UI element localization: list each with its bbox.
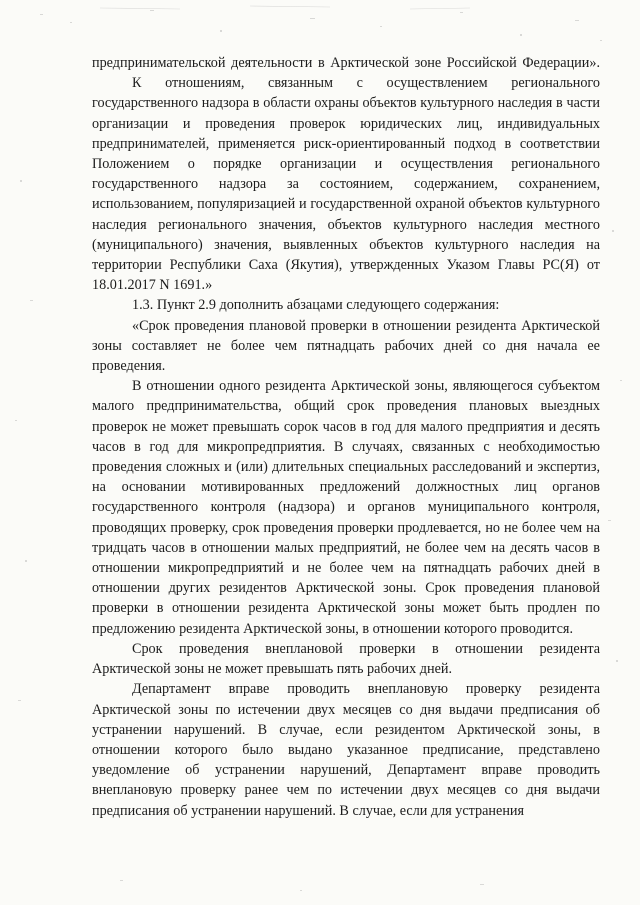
paragraph-5: В отношении одного резидента Арктической зоны, являющегося субъектом малого предпринимательства, общий срок проведения плановых выездных проверок не может превышать сорок часов в год для малого предприятия и десять часов в год для микропредприятия. В случаях, связанных с необходимостью проведения сложных и (или) длительных специальных расследований и экспертиз, на основании мотивированных предложений должностных лиц органов государственного контроля (надзора) и органов муниципального контроля, проводящих проверку, срок проведения проверки продлевается, но не более чем на тридцать часов в отношении малых предприятий, не более чем на десять часов в отношении микропредприятий и не более чем на пятнадцать рабочих дней в отношении других резидентов Арктической зоны. Срок проведения плановой проверки в отношении резидента Арктической зоны может быть продлен по предложению резидента Арктической зоны, в отношении которого проводится.	[92, 378, 600, 637]
paragraph-3: 1.3. Пункт 2.9 дополнить абзацами следующего содержания:	[132, 297, 500, 314]
paragraph-7: Департамент вправе проводить внеплановую проверку резидента Арктической зоны по истечении двух месяцев со дня выдачи предписания об устранении нарушений. В случае, если резидентом Арктической зоны, в отношении которого было выдано указанное предписание, представлено уведомление об устранении нарушений, Департамент вправе проводить внеплановую проверку ранее чем по истечении двух месяцев со дня выдачи предписания об устранении нарушений. В случае, если для устранения	[92, 681, 600, 819]
paragraph-6: Срок проведения внеплановой проверки в отношении резидента Арктической зоны не может превышать пять рабочих дней.	[92, 640, 600, 678]
paragraph-1: предпринимательской деятельности в Арктической зоне Российской Федерации».	[92, 55, 600, 71]
document-body	[92, 53, 600, 821]
paragraph-2: К отношениям, связанным с осуществлением регионального государственного надзора в области охраны объектов культурного наследия в части организации и проведения проверок юридических лиц, индивидуальных предпринимателей, применяется риск-ориентированный подход в соответствии Положением о порядке организации и осуществления регионального государственного надзора за состоянием, содержанием, сохранением, использованием, популяризацией и государственной охраной объектов культурного наследия регионального значения, объектов культурного наследия местного (муниципального) значения, выявленных объектов культурного наследия на территории Республики Саха (Якутия), утвержденных Указом Главы РС(Я) от 18.01.2017 N 1691.»	[92, 75, 600, 294]
paragraph-4: «Срок проведения плановой проверки в отношении резидента Арктической зоны составляет не более чем пятнадцать рабочих дней со дня начала ее проведения.	[92, 317, 600, 375]
